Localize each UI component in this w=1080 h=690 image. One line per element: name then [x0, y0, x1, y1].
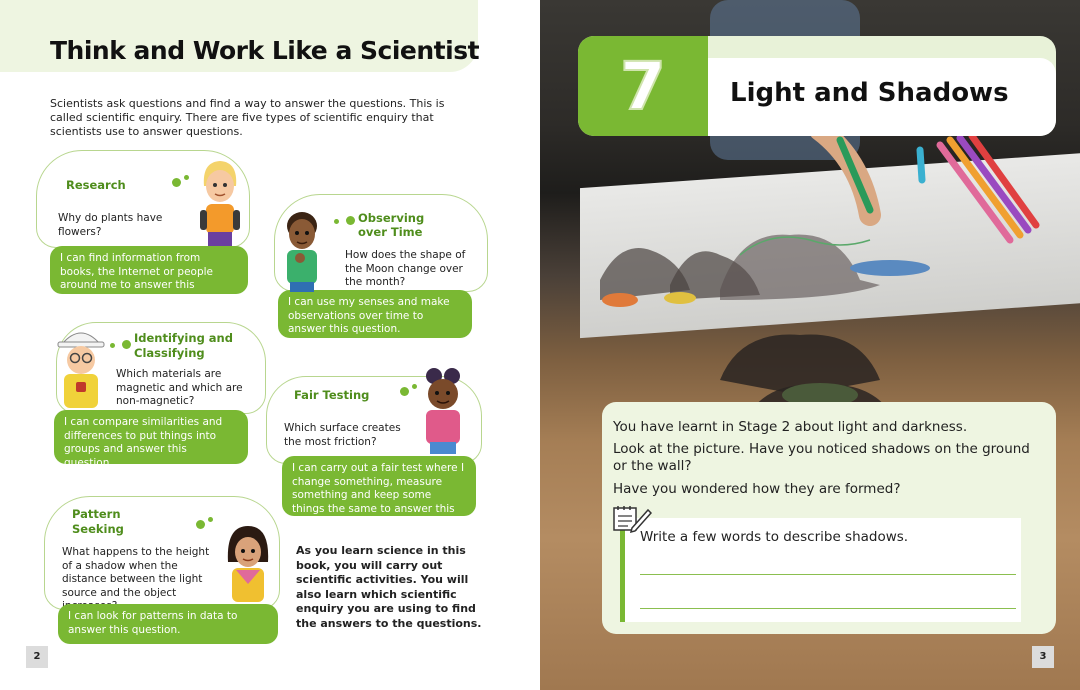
answer-line-2[interactable]: [640, 608, 1016, 609]
observing-answer: I can use my senses and make observations over time to answer this question.: [278, 290, 472, 338]
classifier-character-icon: [54, 322, 108, 412]
research-label: Research: [66, 178, 126, 192]
paragraph-2: Look at the picture. Have you noticed shadows on the ground or the wall?: [613, 441, 1030, 474]
research-answer: I can find information from books, the Internet or people around me to answer this question.: [50, 246, 248, 294]
identifying-label-line1: Identifying and: [134, 331, 233, 345]
paragraph-3: Have you wondered how they are formed?: [613, 481, 901, 497]
pattern-label-line1: Pattern: [72, 507, 121, 521]
researcher-character-icon: [194, 156, 246, 248]
closing-text: As you learn science in this book, you will carry out scientific activities. You will also learn which scientific enquiry you are using to find the answers to the questions.: [296, 544, 482, 630]
identifying-answer: I can compare similarities and differences to put things into groups and answer this question.: [54, 410, 248, 464]
pattern-label-line2: Seeking: [72, 522, 124, 536]
identifying-label-line2: Classifying: [134, 346, 205, 360]
identifying-question: Which materials are magnetic and which are non-magnetic?: [116, 368, 243, 407]
observing-question: How does the shape of the Moon change over the month?: [345, 249, 466, 288]
write-prompt: Write a few words to describe shadows.: [640, 529, 909, 545]
paragraph-1: You have learnt in Stage 2 about light and darkness.: [613, 419, 968, 435]
intro-text: Scientists ask questions and find a way to answer the questions. This is called scientific enquiry. There are five types of scientific enquiry that scientists use to answer questions.: [50, 97, 445, 138]
page-title: Think and Work Like a Scientist: [50, 36, 480, 65]
chapter-number: 7: [620, 48, 666, 125]
right-page: [540, 0, 1080, 690]
pattern-seeker-character-icon: [220, 522, 276, 606]
observing-label-line2: over Time: [358, 225, 423, 239]
fair-tester-character-icon: [416, 364, 470, 456]
pattern-question: What happens to the height of a shadow when the distance between the light source and the object: [62, 546, 210, 599]
research-question: Why do plants have flowers?: [58, 212, 163, 238]
fair-testing-answer: I can carry out a fair test where I change something, measure something and keep some things the same to answer this question.: [282, 456, 476, 516]
observer-character-icon: [278, 206, 326, 292]
fair-testing-label: Fair Testing: [294, 388, 370, 402]
chapter-title: Light and Shadows: [730, 78, 1009, 108]
page-number-left: 2: [26, 646, 48, 668]
pattern-answer: I can look for patterns in data to answer this question.: [58, 604, 278, 644]
observing-label-line1: Observing: [358, 211, 425, 225]
page-number-right: 3: [1032, 646, 1054, 668]
fair-testing-question: Which surface creates the most friction?: [284, 422, 401, 448]
answer-line-1[interactable]: [640, 574, 1016, 575]
